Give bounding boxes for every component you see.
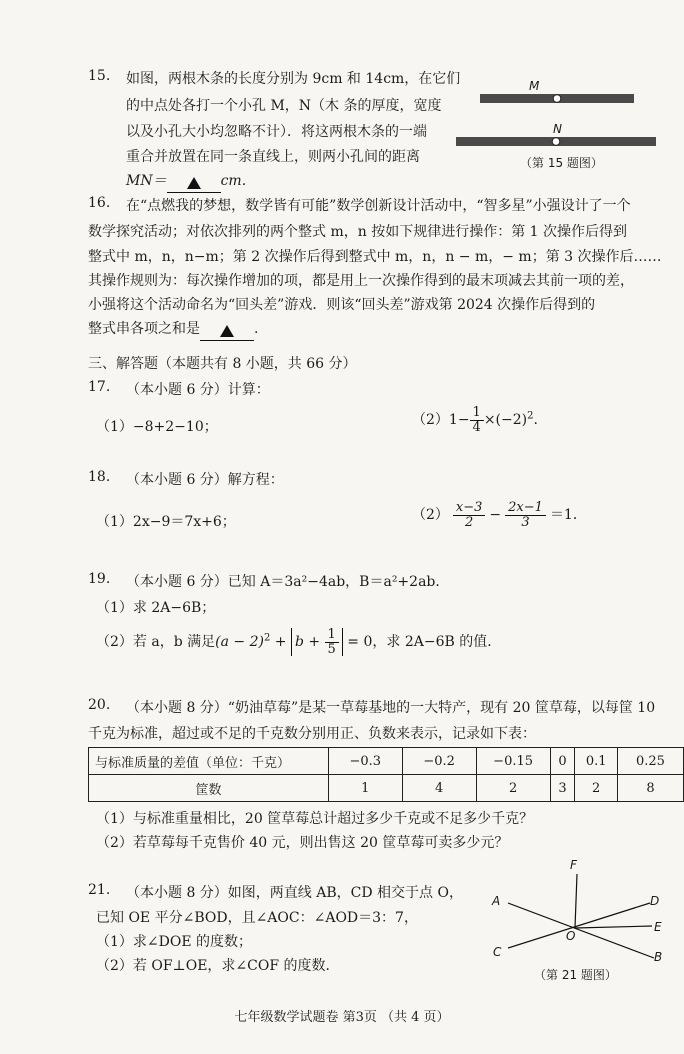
q18-minus: − (489, 507, 502, 524)
ray-oe (575, 926, 652, 928)
q15-number: 15. (88, 68, 111, 84)
q16-line3: 整式中 m，n，n−m；第 2 次操作后得到整式中 m，n，n − m，− m；第 3 次操作后…… (88, 249, 662, 265)
q18-part2 (412, 501, 587, 529)
q21-number: 21. (88, 882, 111, 898)
q17-part2-end: . (533, 412, 538, 429)
q15-caption: （第 15 题图） (520, 156, 603, 170)
hole-n (552, 138, 560, 146)
q16-line6 (88, 318, 258, 341)
q19-part1: （1）求 2A−6B； (96, 600, 216, 616)
table-cell: 3 (550, 775, 575, 802)
table-cell: −0.2 (402, 748, 476, 775)
q16-line2: 数学探究活动；对依次排列的两个整式 m，n 按如下规律进行操作：第 1 次操作后得到 (88, 224, 627, 240)
q18-fraction1 (453, 501, 486, 529)
q15-label-m: M (529, 79, 540, 93)
q21-label-a: A (492, 894, 501, 908)
q20-part1: （1）与标准重量相比，20 筐草莓总计超过多少千克或不足多少千克？ (96, 811, 534, 827)
table-cell: 0.25 (617, 748, 683, 775)
q20-line2: 千克为标准，超过或不足的千克数分别用正、负数来表示，记录如下表： (88, 726, 536, 742)
q21-caption: （第 21 题图） (534, 968, 617, 982)
q19-expr1: (a − 2) (215, 634, 264, 651)
q21-label-d: D (650, 894, 660, 908)
q16-line6-text: 整式串各项之和是 (88, 321, 200, 337)
q16-line6-end: . (254, 321, 259, 337)
q17-part2 (412, 406, 538, 434)
table-cell: −0.15 (476, 748, 550, 775)
frac-numerator: x−3 (453, 501, 486, 516)
table-cell: 8 (617, 775, 683, 802)
q21-part2: （2）若 OF⊥OE，求∠COF 的度数． (96, 958, 340, 974)
q16-number: 16. (88, 195, 111, 211)
q17-header: （本小题 6 分）计算： (126, 382, 270, 398)
q15-line2: 的中点处各打一个小孔 M，N（木 条的厚度，宽度 (126, 98, 442, 114)
q15-unit: cm. (220, 173, 247, 189)
section3-title: 三、解答题（本题共有 8 小题，共 66 分） (88, 356, 357, 372)
q21-label-e: E (654, 920, 662, 934)
q18-part2-label: （2） (412, 507, 449, 524)
q16-line1: 在“点燃我的梦想，数学皆有可能”数学创新设计活动中，“智多星”小强设计了一个 (126, 198, 631, 214)
q21-figure (480, 858, 670, 968)
line-ab (508, 903, 654, 958)
q15-answer-blank[interactable] (167, 176, 221, 193)
table-cell: −0.3 (328, 748, 402, 775)
line-cd (508, 903, 650, 948)
frac-denominator: 5 (327, 641, 336, 657)
page-footer: 七年级数学试题卷 第3页 （共 4 页） (234, 1010, 450, 1025)
q20-part2: （2）若草莓每千克售价 40 元，则出售这 20 筐草莓可卖多少元？ (96, 835, 509, 851)
table-cell: 0 (550, 748, 575, 775)
q19-fraction (325, 628, 339, 656)
q19-part2 (96, 628, 501, 656)
frac-numerator: 1 (325, 628, 339, 643)
table-cell: 2 (476, 775, 550, 802)
table-cell: 1 (328, 775, 402, 802)
q20-line1: （本小题 8 分）“奶油草莓”是某一草莓基地的一大特产，现有 20 筐草莓，以每筐 10 (126, 700, 656, 716)
q19-abs-b: b + (294, 634, 325, 651)
ray-of (575, 874, 577, 928)
q15-line5 (126, 170, 246, 193)
q15-mn-label: MN＝ (126, 173, 167, 189)
q17-exponent: 2 (527, 410, 534, 422)
q18-header: （本小题 6 分）解方程： (126, 472, 284, 488)
q15-line3: 以及小孔大小均忽略不计）．将这两根木条的一端 (126, 124, 427, 140)
q19-exponent: 2 (263, 632, 271, 644)
frac-numerator: 1 (470, 406, 484, 421)
q19-header: （本小题 6 分）已知 A＝3a²−4ab，B＝a²+2ab． (126, 574, 450, 590)
table-cell: 2 (575, 775, 618, 802)
q18-fraction2 (505, 501, 546, 529)
q15-label-n: N (553, 122, 562, 136)
q20-table (88, 747, 684, 802)
table-row (89, 748, 684, 775)
table-cell: 4 (402, 775, 476, 802)
q15-line1: 如图，两根木条的长度分别为 9cm 和 14cm，在它们 (126, 71, 461, 87)
frac-denominator: 4 (472, 419, 481, 435)
q17-part2-post: ×(−2) (483, 412, 528, 429)
q18-part1: （1）2x−9＝7x+6； (96, 514, 236, 530)
table-cell: 0.1 (575, 748, 618, 775)
q17-part1: （1）−8+2−10； (96, 419, 218, 435)
q18-number: 18. (88, 469, 111, 485)
q21-label-f: F (570, 858, 577, 872)
q19-part2-post: = 0，求 2A−6B 的值． (342, 634, 502, 651)
q21-part1: （1）求∠DOE 的度数； (96, 934, 253, 950)
frac-denominator: 3 (521, 514, 530, 530)
q19-part2-pre: （2）若 a，b 满足 (96, 634, 216, 651)
q21-line1: （本小题 8 分）如图，两直线 AB，CD 相交于点 O， (126, 885, 463, 901)
q17-fraction (470, 406, 484, 434)
q15-line4: 重合并放置在同一条直线上，则两小孔间的距离 (126, 149, 420, 165)
q21-label-b: B (654, 950, 663, 964)
triangle-icon (220, 325, 234, 337)
q20-number: 20. (88, 697, 111, 713)
table-header-count: 筐数 (89, 775, 329, 802)
q17-number: 17. (88, 379, 111, 395)
q19-absolute-value (291, 628, 343, 656)
q16-line4: 其操作规则为：每次操作增加的项，都是用上一次操作得到的最末项减去其前一项的差， (88, 273, 634, 289)
frac-denominator: 2 (465, 514, 474, 530)
frac-numerator: 2x−1 (505, 501, 546, 516)
triangle-icon (187, 177, 201, 189)
q17-part2-pre: （2）1− (412, 412, 470, 429)
q16-line5: 小强将这个活动命名为“回头差”游戏．则该“回头差”游戏第 2024 次操作后得到的 (88, 297, 596, 313)
q16-answer-blank[interactable] (200, 324, 254, 341)
q19-number: 19. (88, 571, 111, 587)
table-row (89, 775, 684, 802)
q19-plus: + (270, 634, 291, 651)
q21-label-o: O (566, 929, 576, 943)
hole-m (553, 95, 561, 103)
q21-label-c: C (493, 945, 502, 959)
q18-part2-end: ＝1． (549, 507, 587, 524)
table-header-diff: 与标准质量的差值（单位：千克） (89, 748, 329, 775)
q21-line2: 已知 OE 平分∠BOD，且∠AOC：∠AOD＝3：7， (96, 910, 418, 926)
